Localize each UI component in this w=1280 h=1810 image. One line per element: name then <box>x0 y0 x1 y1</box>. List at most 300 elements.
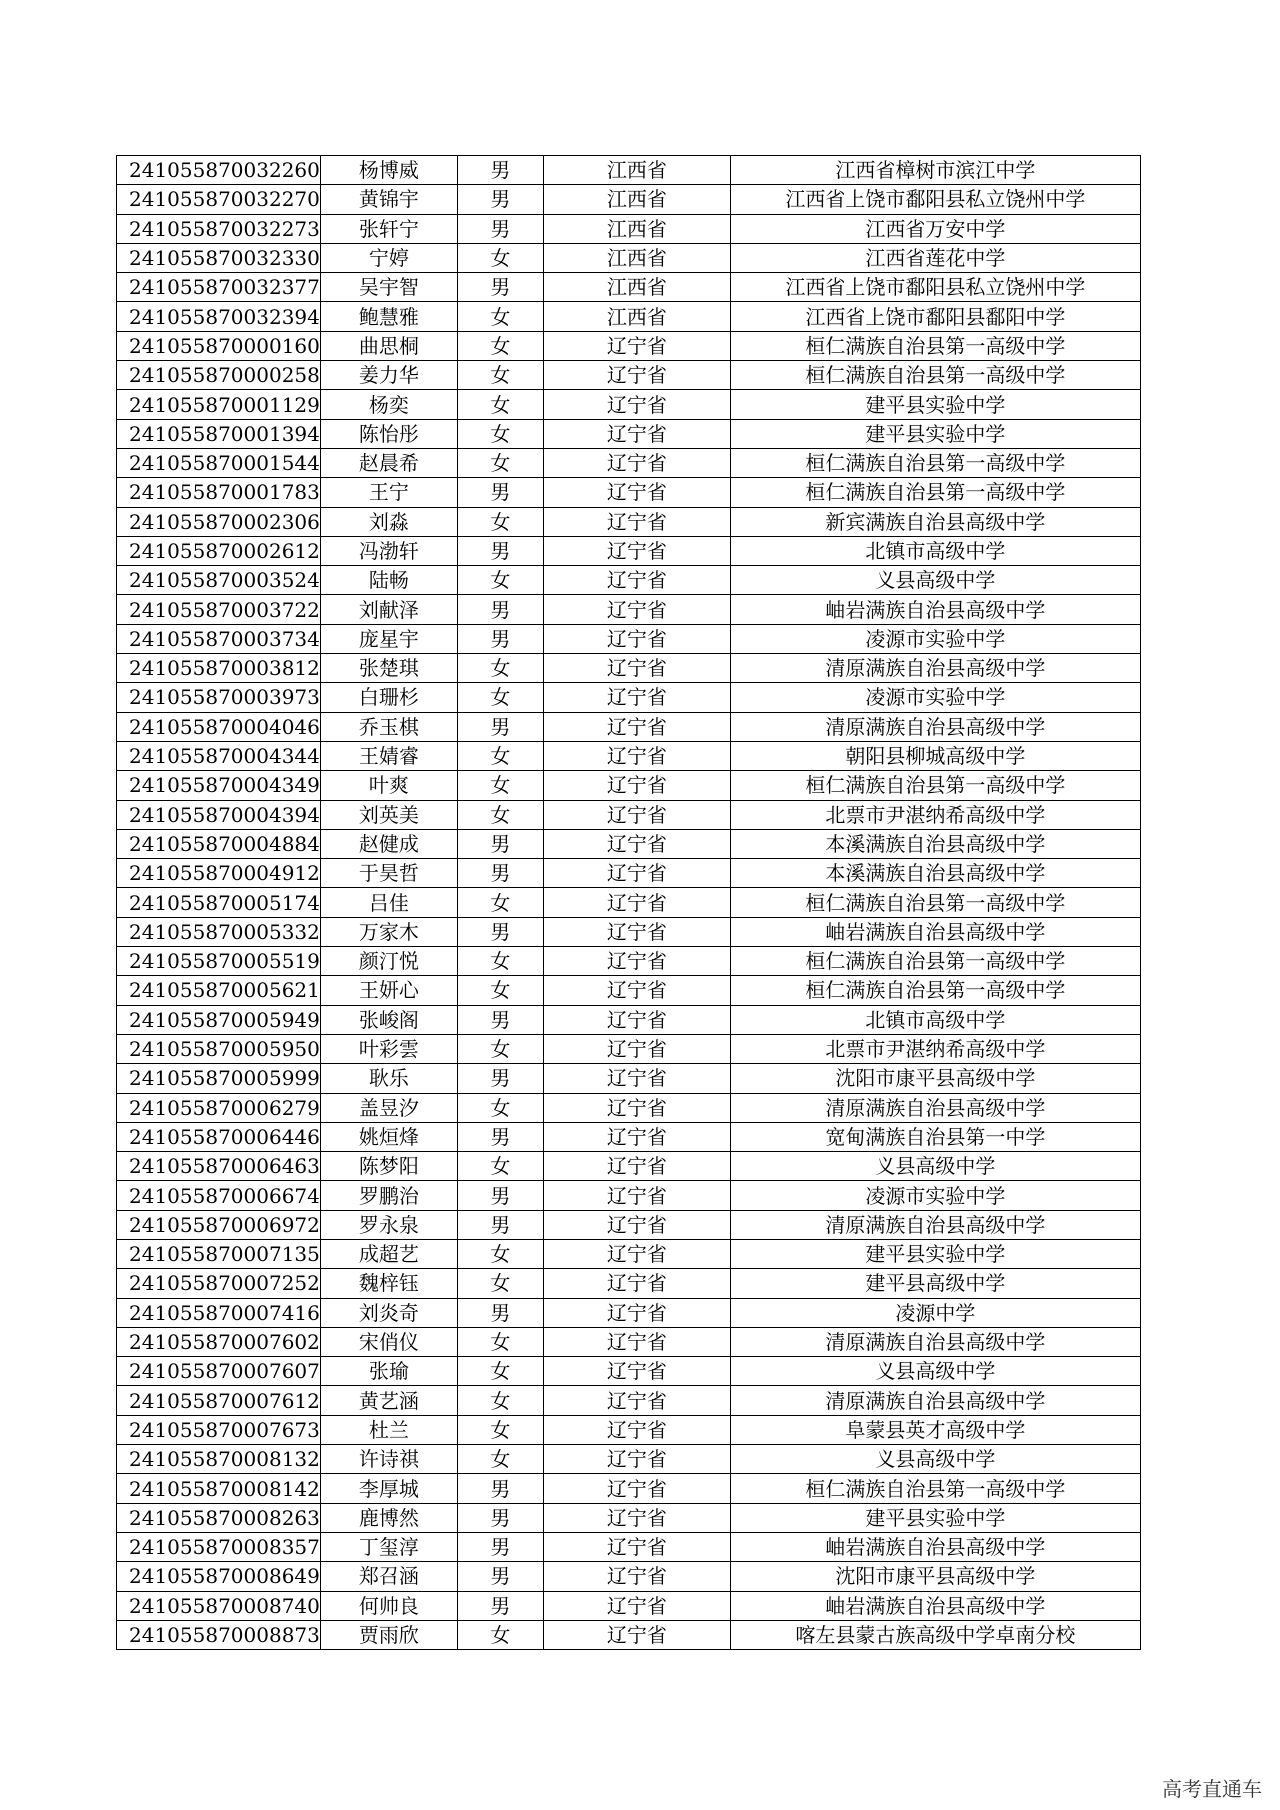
school-cell: 凌源中学 <box>730 1298 1140 1327</box>
exam-id-cell: 241055870008142 <box>117 1474 321 1503</box>
table-row <box>117 448 1141 477</box>
name-cell: 陈梦阳 <box>320 1152 457 1181</box>
name-cell: 鲍慧雅 <box>320 302 457 331</box>
table-row <box>117 1064 1141 1093</box>
name-cell: 赵健成 <box>320 829 457 858</box>
school-cell: 岫岩满族自治县高级中学 <box>730 1532 1140 1561</box>
table-row <box>117 1005 1141 1034</box>
school-cell: 沈阳市康平县高级中学 <box>730 1562 1140 1591</box>
table-row <box>117 1298 1141 1327</box>
name-cell: 张楚琪 <box>320 654 457 683</box>
exam-id-cell: 241055870000258 <box>117 361 321 390</box>
school-cell: 桓仁满族自治县第一高级中学 <box>730 947 1140 976</box>
school-cell: 江西省上饶市鄱阳县私立饶州中学 <box>730 185 1140 214</box>
table-row <box>117 712 1141 741</box>
province-cell: 辽宁省 <box>543 1620 730 1649</box>
exam-id-cell: 241055870006446 <box>117 1122 321 1151</box>
gender-cell: 男 <box>457 859 543 888</box>
exam-id-cell: 241055870004046 <box>117 712 321 741</box>
province-cell: 辽宁省 <box>543 1269 730 1298</box>
table-row <box>117 1122 1141 1151</box>
gender-cell: 女 <box>457 566 543 595</box>
table-row <box>117 1620 1141 1649</box>
school-cell: 朝阳县柳城高级中学 <box>730 741 1140 770</box>
gender-cell: 男 <box>457 1210 543 1239</box>
name-cell: 何帅良 <box>320 1591 457 1620</box>
gender-cell: 男 <box>457 1562 543 1591</box>
name-cell: 曲思桐 <box>320 331 457 360</box>
province-cell: 辽宁省 <box>543 1562 730 1591</box>
table-row <box>117 1210 1141 1239</box>
table-row <box>117 1327 1141 1356</box>
gender-cell: 女 <box>457 302 543 331</box>
name-cell: 张峻阁 <box>320 1005 457 1034</box>
exam-id-cell: 241055870003812 <box>117 654 321 683</box>
watermark: 高考直通车 <box>1162 1777 1262 1801</box>
school-cell: 建平县实验中学 <box>730 1503 1140 1532</box>
province-cell: 辽宁省 <box>543 1415 730 1444</box>
student-list-table <box>116 155 1141 1650</box>
name-cell: 李厚城 <box>320 1474 457 1503</box>
school-cell: 宽甸满族自治县第一中学 <box>730 1122 1140 1151</box>
exam-id-cell: 241055870004349 <box>117 771 321 800</box>
name-cell: 罗鹏治 <box>320 1181 457 1210</box>
name-cell: 姚烜烽 <box>320 1122 457 1151</box>
name-cell: 庞星宇 <box>320 624 457 653</box>
school-cell: 江西省万安中学 <box>730 214 1140 243</box>
province-cell: 江西省 <box>543 185 730 214</box>
name-cell: 鹿博然 <box>320 1503 457 1532</box>
gender-cell: 女 <box>457 1269 543 1298</box>
province-cell: 辽宁省 <box>543 1298 730 1327</box>
school-cell: 义县高级中学 <box>730 1357 1140 1386</box>
table-row <box>117 1034 1141 1063</box>
exam-id-cell: 241055870008357 <box>117 1532 321 1561</box>
exam-id-cell: 241055870006674 <box>117 1181 321 1210</box>
name-cell: 宁婷 <box>320 243 457 272</box>
gender-cell: 男 <box>457 1064 543 1093</box>
province-cell: 辽宁省 <box>543 390 730 419</box>
table-row <box>117 273 1141 302</box>
table-row <box>117 1591 1141 1620</box>
school-cell: 江西省上饶市鄱阳县鄱阳中学 <box>730 302 1140 331</box>
province-cell: 江西省 <box>543 214 730 243</box>
school-cell: 建平县实验中学 <box>730 419 1140 448</box>
province-cell: 辽宁省 <box>543 1445 730 1474</box>
school-cell: 北票市尹湛纳希高级中学 <box>730 1034 1140 1063</box>
gender-cell: 女 <box>457 419 543 448</box>
school-cell: 桓仁满族自治县第一高级中学 <box>730 888 1140 917</box>
gender-cell: 女 <box>457 683 543 712</box>
name-cell: 丁玺淳 <box>320 1532 457 1561</box>
name-cell: 成超艺 <box>320 1239 457 1268</box>
table-row <box>117 214 1141 243</box>
name-cell: 刘炎奇 <box>320 1298 457 1327</box>
gender-cell: 男 <box>457 1532 543 1561</box>
gender-cell: 男 <box>457 185 543 214</box>
exam-id-cell: 241055870007607 <box>117 1357 321 1386</box>
gender-cell: 男 <box>457 595 543 624</box>
gender-cell: 男 <box>457 712 543 741</box>
school-cell: 桓仁满族自治县第一高级中学 <box>730 361 1140 390</box>
school-cell: 桓仁满族自治县第一高级中学 <box>730 771 1140 800</box>
exam-id-cell: 241055870005332 <box>117 917 321 946</box>
gender-cell: 女 <box>457 1357 543 1386</box>
name-cell: 吴宇智 <box>320 273 457 302</box>
exam-id-cell: 241055870005999 <box>117 1064 321 1093</box>
table-row <box>117 1239 1141 1268</box>
gender-cell: 男 <box>457 214 543 243</box>
province-cell: 辽宁省 <box>543 331 730 360</box>
gender-cell: 女 <box>457 1327 543 1356</box>
gender-cell: 女 <box>457 1620 543 1649</box>
school-cell: 建平县实验中学 <box>730 1239 1140 1268</box>
exam-id-cell: 241055870008740 <box>117 1591 321 1620</box>
school-cell: 桓仁满族自治县第一高级中学 <box>730 478 1140 507</box>
gender-cell: 男 <box>457 1591 543 1620</box>
name-cell: 刘淼 <box>320 507 457 536</box>
name-cell: 宋俏仪 <box>320 1327 457 1356</box>
school-cell: 阜蒙县英才高级中学 <box>730 1415 1140 1444</box>
gender-cell: 女 <box>457 390 543 419</box>
table-row <box>117 1503 1141 1532</box>
gender-cell: 女 <box>457 1034 543 1063</box>
name-cell: 张轩宁 <box>320 214 457 243</box>
school-cell: 清原满族自治县高级中学 <box>730 1093 1140 1122</box>
table-row <box>117 1269 1141 1298</box>
exam-id-cell: 241055870006463 <box>117 1152 321 1181</box>
name-cell: 冯渤轩 <box>320 536 457 565</box>
school-cell: 清原满族自治县高级中学 <box>730 712 1140 741</box>
exam-id-cell: 241055870032330 <box>117 243 321 272</box>
province-cell: 辽宁省 <box>543 1386 730 1415</box>
table-row <box>117 741 1141 770</box>
school-cell: 桓仁满族自治县第一高级中学 <box>730 331 1140 360</box>
gender-cell: 女 <box>457 1239 543 1268</box>
province-cell: 辽宁省 <box>543 1122 730 1151</box>
exam-id-cell: 241055870007135 <box>117 1239 321 1268</box>
table-row <box>117 566 1141 595</box>
exam-id-cell: 241055870003734 <box>117 624 321 653</box>
name-cell: 魏梓钰 <box>320 1269 457 1298</box>
gender-cell: 男 <box>457 1005 543 1034</box>
school-cell: 凌源市实验中学 <box>730 624 1140 653</box>
exam-id-cell: 241055870002306 <box>117 507 321 536</box>
name-cell: 许诗祺 <box>320 1445 457 1474</box>
province-cell: 辽宁省 <box>543 800 730 829</box>
province-cell: 辽宁省 <box>543 829 730 858</box>
province-cell: 辽宁省 <box>543 1034 730 1063</box>
exam-id-cell: 241055870008263 <box>117 1503 321 1532</box>
name-cell: 于昊哲 <box>320 859 457 888</box>
province-cell: 江西省 <box>543 243 730 272</box>
exam-id-cell: 241055870000160 <box>117 331 321 360</box>
exam-id-cell: 241055870008132 <box>117 1445 321 1474</box>
province-cell: 辽宁省 <box>543 947 730 976</box>
gender-cell: 男 <box>457 478 543 507</box>
table-row <box>117 1532 1141 1561</box>
gender-cell: 女 <box>457 243 543 272</box>
province-cell: 江西省 <box>543 302 730 331</box>
province-cell: 辽宁省 <box>543 624 730 653</box>
province-cell: 辽宁省 <box>543 419 730 448</box>
gender-cell: 女 <box>457 771 543 800</box>
gender-cell: 女 <box>457 448 543 477</box>
school-cell: 义县高级中学 <box>730 1445 1140 1474</box>
school-cell: 清原满族自治县高级中学 <box>730 654 1140 683</box>
gender-cell: 女 <box>457 800 543 829</box>
province-cell: 辽宁省 <box>543 1327 730 1356</box>
table-body <box>117 156 1141 1650</box>
exam-id-cell: 241055870004394 <box>117 800 321 829</box>
school-cell: 凌源市实验中学 <box>730 1181 1140 1210</box>
province-cell: 辽宁省 <box>543 1357 730 1386</box>
gender-cell: 女 <box>457 1152 543 1181</box>
name-cell: 姜力华 <box>320 361 457 390</box>
province-cell: 辽宁省 <box>543 478 730 507</box>
exam-id-cell: 241055870004884 <box>117 829 321 858</box>
table-row <box>117 595 1141 624</box>
school-cell: 义县高级中学 <box>730 1152 1140 1181</box>
name-cell: 贾雨欣 <box>320 1620 457 1649</box>
province-cell: 辽宁省 <box>543 566 730 595</box>
exam-id-cell: 241055870001129 <box>117 390 321 419</box>
table-row <box>117 1152 1141 1181</box>
school-cell: 本溪满族自治县高级中学 <box>730 859 1140 888</box>
gender-cell: 男 <box>457 1503 543 1532</box>
table-row <box>117 859 1141 888</box>
gender-cell: 女 <box>457 507 543 536</box>
table-row <box>117 1415 1141 1444</box>
gender-cell: 女 <box>457 888 543 917</box>
name-cell: 罗永泉 <box>320 1210 457 1239</box>
name-cell: 刘献泽 <box>320 595 457 624</box>
school-cell: 义县高级中学 <box>730 566 1140 595</box>
province-cell: 辽宁省 <box>543 771 730 800</box>
name-cell: 王宁 <box>320 478 457 507</box>
exam-id-cell: 241055870007602 <box>117 1327 321 1356</box>
school-cell: 新宾满族自治县高级中学 <box>730 507 1140 536</box>
table-row <box>117 243 1141 272</box>
school-cell: 建平县高级中学 <box>730 1269 1140 1298</box>
school-cell: 喀左县蒙古族高级中学卓南分校 <box>730 1620 1140 1649</box>
name-cell: 王妍心 <box>320 976 457 1005</box>
exam-id-cell: 241055870007673 <box>117 1415 321 1444</box>
name-cell: 万家木 <box>320 917 457 946</box>
name-cell: 叶爽 <box>320 771 457 800</box>
exam-id-cell: 241055870004912 <box>117 859 321 888</box>
gender-cell: 女 <box>457 1093 543 1122</box>
gender-cell: 女 <box>457 331 543 360</box>
name-cell: 黄锦宇 <box>320 185 457 214</box>
exam-id-cell: 241055870005949 <box>117 1005 321 1034</box>
school-cell: 北票市尹湛纳希高级中学 <box>730 800 1140 829</box>
province-cell: 辽宁省 <box>543 1064 730 1093</box>
table-row <box>117 1445 1141 1474</box>
province-cell: 辽宁省 <box>543 683 730 712</box>
school-cell: 桓仁满族自治县第一高级中学 <box>730 448 1140 477</box>
province-cell: 辽宁省 <box>543 1532 730 1561</box>
table-row <box>117 331 1141 360</box>
exam-id-cell: 241055870005621 <box>117 976 321 1005</box>
school-cell: 桓仁满族自治县第一高级中学 <box>730 976 1140 1005</box>
school-cell: 建平县实验中学 <box>730 390 1140 419</box>
province-cell: 辽宁省 <box>543 1591 730 1620</box>
table-row <box>117 683 1141 712</box>
exam-id-cell: 241055870008873 <box>117 1620 321 1649</box>
exam-id-cell: 241055870008649 <box>117 1562 321 1591</box>
province-cell: 辽宁省 <box>543 361 730 390</box>
exam-id-cell: 241055870005174 <box>117 888 321 917</box>
name-cell: 刘英美 <box>320 800 457 829</box>
table-row <box>117 1357 1141 1386</box>
school-cell: 岫岩满族自治县高级中学 <box>730 595 1140 624</box>
exam-id-cell: 241055870004344 <box>117 741 321 770</box>
school-cell: 岫岩满族自治县高级中学 <box>730 1591 1140 1620</box>
exam-id-cell: 241055870032377 <box>117 273 321 302</box>
name-cell: 赵晨希 <box>320 448 457 477</box>
gender-cell: 女 <box>457 1445 543 1474</box>
table-row <box>117 478 1141 507</box>
province-cell: 辽宁省 <box>543 712 730 741</box>
gender-cell: 男 <box>457 829 543 858</box>
name-cell: 叶彩雲 <box>320 1034 457 1063</box>
province-cell: 辽宁省 <box>543 917 730 946</box>
name-cell: 耿乐 <box>320 1064 457 1093</box>
province-cell: 辽宁省 <box>543 1210 730 1239</box>
name-cell: 杨奕 <box>320 390 457 419</box>
name-cell: 吕佳 <box>320 888 457 917</box>
exam-id-cell: 241055870005950 <box>117 1034 321 1063</box>
gender-cell: 男 <box>457 156 543 185</box>
exam-id-cell: 241055870006279 <box>117 1093 321 1122</box>
table-row <box>117 361 1141 390</box>
gender-cell: 女 <box>457 947 543 976</box>
table-row <box>117 1386 1141 1415</box>
table-row <box>117 1474 1141 1503</box>
gender-cell: 女 <box>457 741 543 770</box>
name-cell: 杜兰 <box>320 1415 457 1444</box>
table-row <box>117 917 1141 946</box>
exam-id-cell: 241055870001783 <box>117 478 321 507</box>
school-cell: 沈阳市康平县高级中学 <box>730 1064 1140 1093</box>
gender-cell: 男 <box>457 624 543 653</box>
province-cell: 辽宁省 <box>543 1005 730 1034</box>
table-row <box>117 1562 1141 1591</box>
exam-id-cell: 241055870032273 <box>117 214 321 243</box>
province-cell: 辽宁省 <box>543 859 730 888</box>
exam-id-cell: 241055870005519 <box>117 947 321 976</box>
name-cell: 陆畅 <box>320 566 457 595</box>
exam-id-cell: 241055870007416 <box>117 1298 321 1327</box>
table-row <box>117 390 1141 419</box>
exam-id-cell: 241055870002612 <box>117 536 321 565</box>
school-cell: 清原满族自治县高级中学 <box>730 1210 1140 1239</box>
school-cell: 江西省莲花中学 <box>730 243 1140 272</box>
exam-id-cell: 241055870032394 <box>117 302 321 331</box>
province-cell: 辽宁省 <box>543 507 730 536</box>
gender-cell: 女 <box>457 1415 543 1444</box>
school-cell: 北镇市高级中学 <box>730 1005 1140 1034</box>
exam-id-cell: 241055870003973 <box>117 683 321 712</box>
school-cell: 本溪满族自治县高级中学 <box>730 829 1140 858</box>
exam-id-cell: 241055870032260 <box>117 156 321 185</box>
exam-id-cell: 241055870007612 <box>117 1386 321 1415</box>
province-cell: 辽宁省 <box>543 976 730 1005</box>
name-cell: 盖昱汐 <box>320 1093 457 1122</box>
name-cell: 郑召涵 <box>320 1562 457 1591</box>
school-cell: 江西省上饶市鄱阳县私立饶州中学 <box>730 273 1140 302</box>
exam-id-cell: 241055870003722 <box>117 595 321 624</box>
table-row <box>117 1093 1141 1122</box>
province-cell: 辽宁省 <box>543 595 730 624</box>
table-row <box>117 536 1141 565</box>
table-row <box>117 947 1141 976</box>
gender-cell: 男 <box>457 1122 543 1151</box>
province-cell: 辽宁省 <box>543 536 730 565</box>
province-cell: 江西省 <box>543 156 730 185</box>
name-cell: 颜汀悦 <box>320 947 457 976</box>
province-cell: 辽宁省 <box>543 888 730 917</box>
gender-cell: 男 <box>457 1298 543 1327</box>
school-cell: 江西省樟树市滨江中学 <box>730 156 1140 185</box>
table-row <box>117 624 1141 653</box>
gender-cell: 女 <box>457 976 543 1005</box>
gender-cell: 女 <box>457 1386 543 1415</box>
province-cell: 辽宁省 <box>543 654 730 683</box>
name-cell: 张瑜 <box>320 1357 457 1386</box>
school-cell: 清原满族自治县高级中学 <box>730 1327 1140 1356</box>
table-row <box>117 771 1141 800</box>
province-cell: 辽宁省 <box>543 741 730 770</box>
school-cell: 凌源市实验中学 <box>730 683 1140 712</box>
gender-cell: 男 <box>457 917 543 946</box>
table-row <box>117 507 1141 536</box>
gender-cell: 男 <box>457 536 543 565</box>
name-cell: 乔玉棋 <box>320 712 457 741</box>
exam-id-cell: 241055870032270 <box>117 185 321 214</box>
school-cell: 清原满族自治县高级中学 <box>730 1386 1140 1415</box>
gender-cell: 男 <box>457 1181 543 1210</box>
table-row <box>117 829 1141 858</box>
name-cell: 杨博威 <box>320 156 457 185</box>
school-cell: 桓仁满族自治县第一高级中学 <box>730 1474 1140 1503</box>
exam-id-cell: 241055870007252 <box>117 1269 321 1298</box>
name-cell: 黄艺涵 <box>320 1386 457 1415</box>
table-row <box>117 888 1141 917</box>
province-cell: 辽宁省 <box>543 448 730 477</box>
table-row <box>117 302 1141 331</box>
table-row <box>117 976 1141 1005</box>
province-cell: 江西省 <box>543 273 730 302</box>
exam-id-cell: 241055870003524 <box>117 566 321 595</box>
province-cell: 辽宁省 <box>543 1239 730 1268</box>
table-row <box>117 185 1141 214</box>
name-cell: 王婧睿 <box>320 741 457 770</box>
school-cell: 北镇市高级中学 <box>730 536 1140 565</box>
province-cell: 辽宁省 <box>543 1503 730 1532</box>
name-cell: 陈怡彤 <box>320 419 457 448</box>
table-row <box>117 1181 1141 1210</box>
school-cell: 岫岩满族自治县高级中学 <box>730 917 1140 946</box>
exam-id-cell: 241055870001544 <box>117 448 321 477</box>
province-cell: 辽宁省 <box>543 1093 730 1122</box>
exam-id-cell: 241055870001394 <box>117 419 321 448</box>
province-cell: 辽宁省 <box>543 1152 730 1181</box>
province-cell: 辽宁省 <box>543 1181 730 1210</box>
gender-cell: 女 <box>457 361 543 390</box>
gender-cell: 男 <box>457 273 543 302</box>
